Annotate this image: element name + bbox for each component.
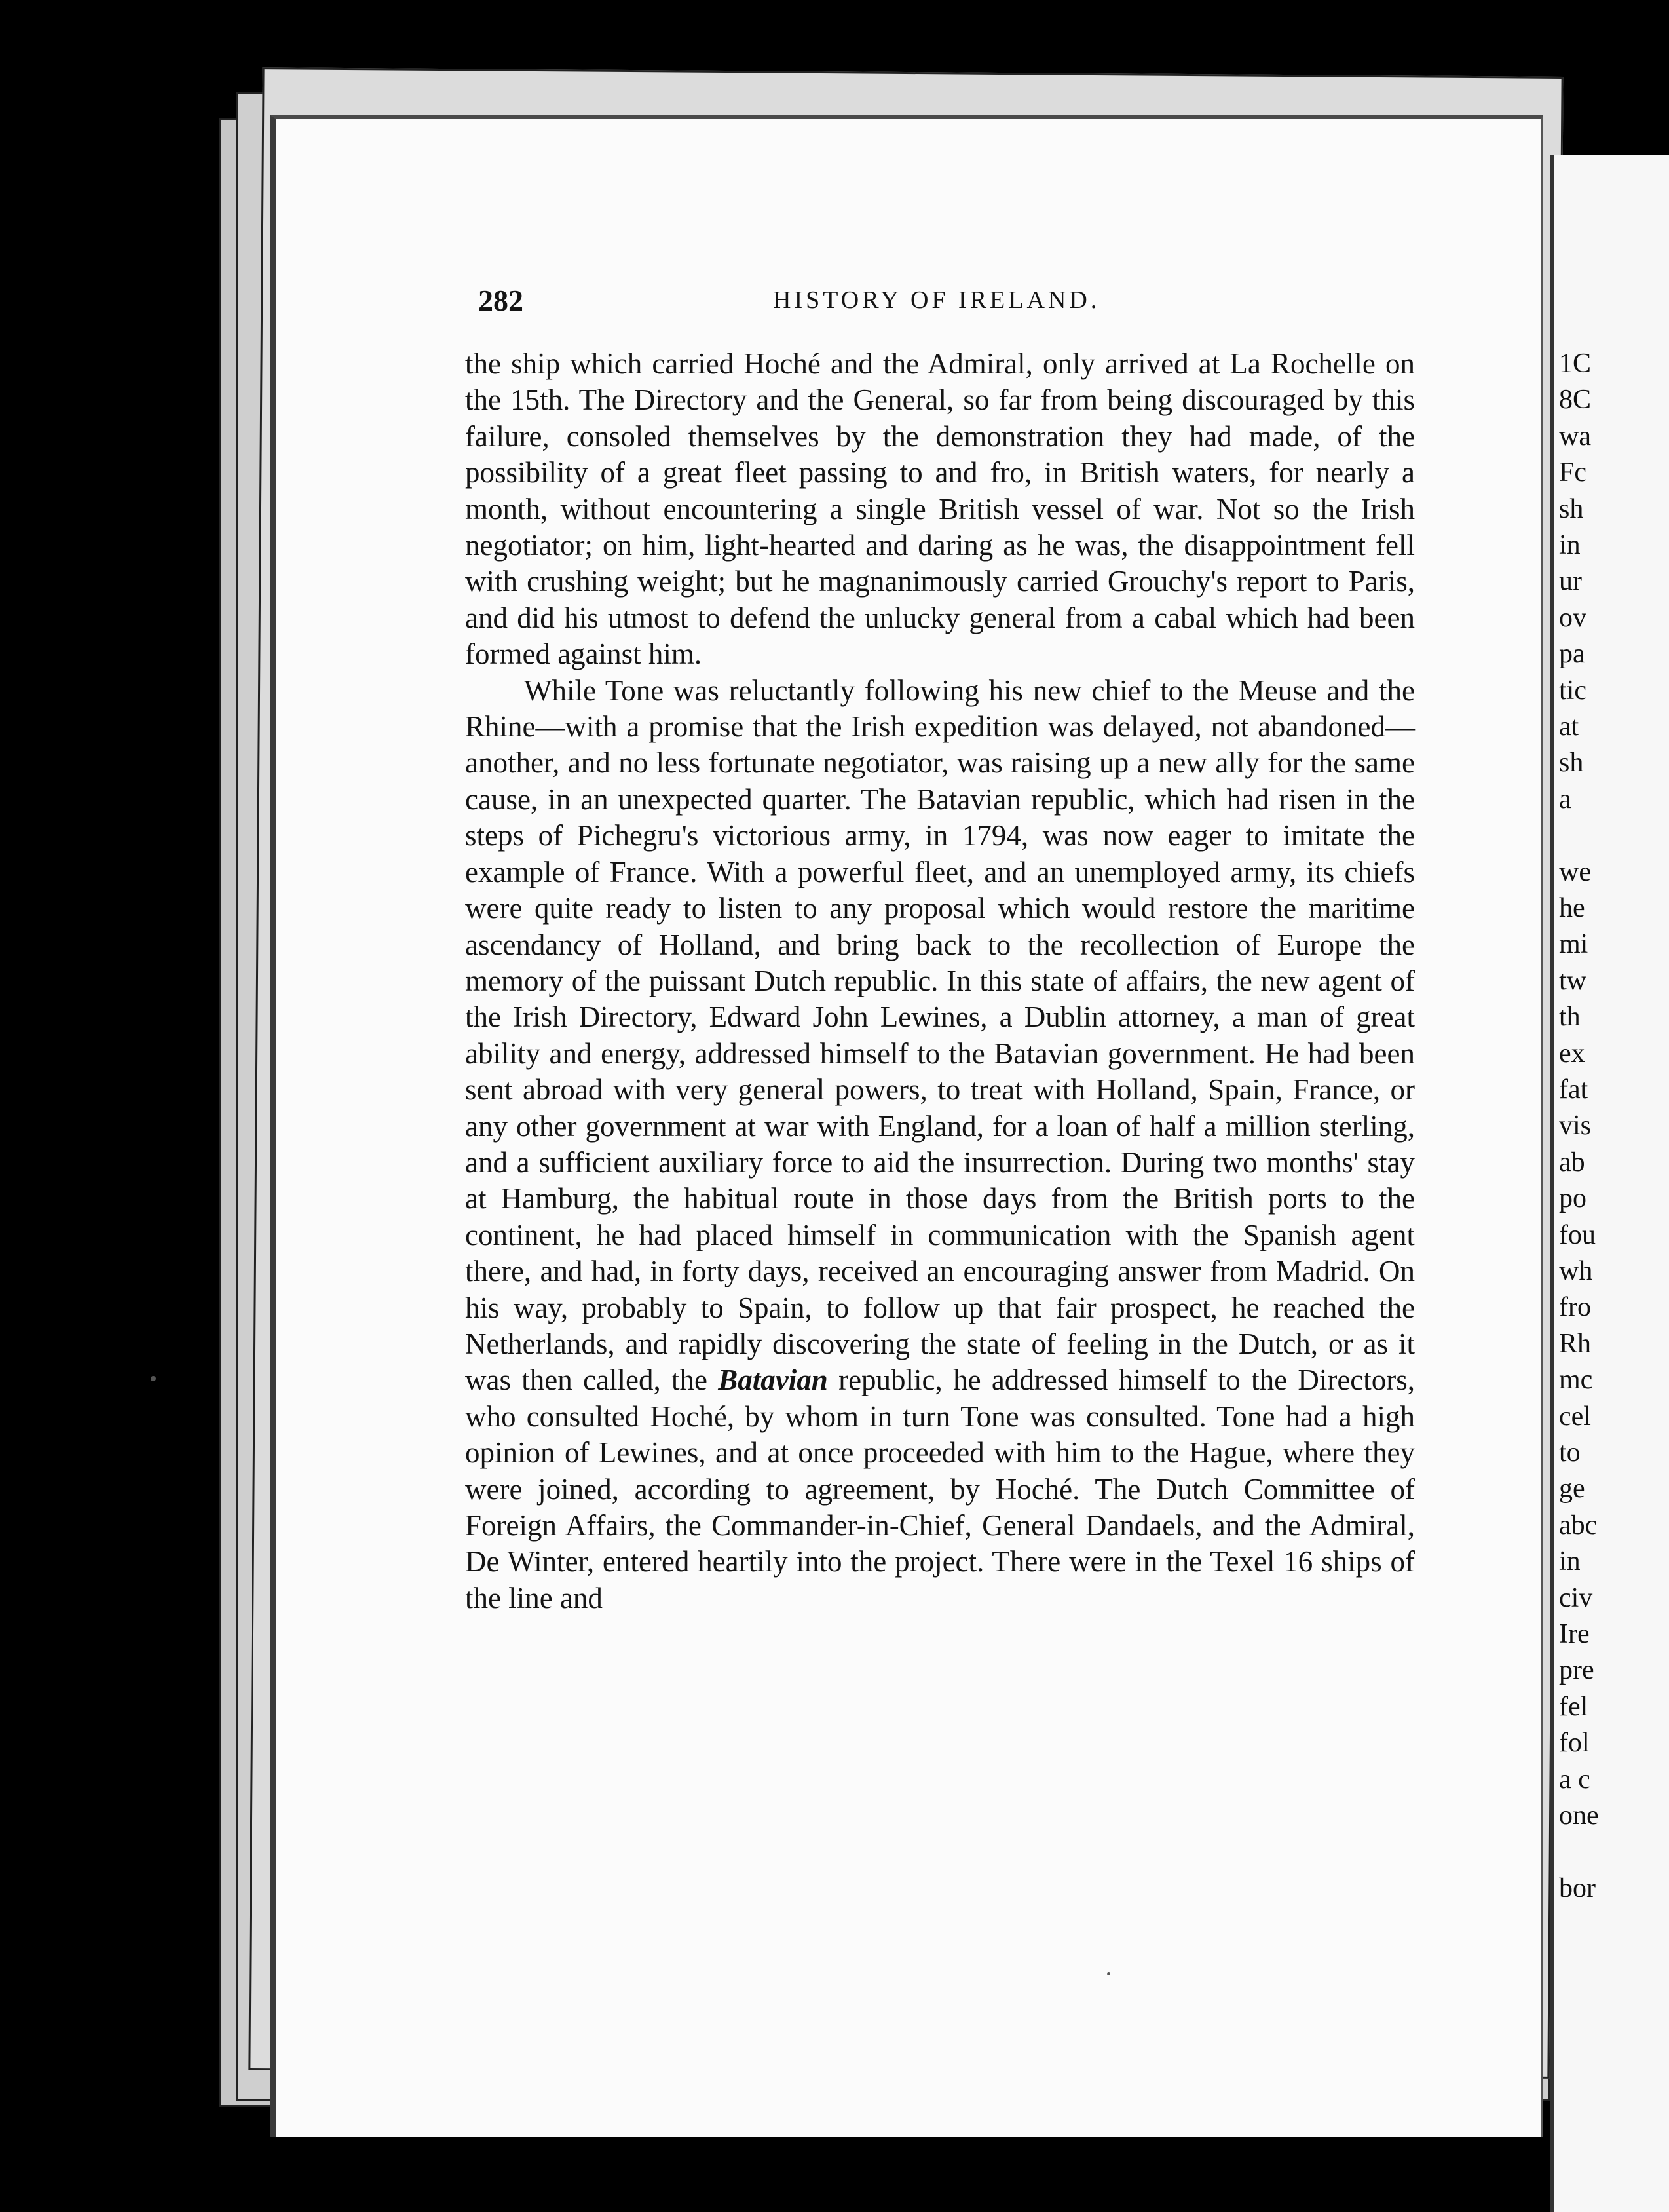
adjacent-page-fragment: in <box>1559 1546 1581 1577</box>
adjacent-page-fragment: Fc <box>1559 457 1586 488</box>
adjacent-page-fragment: pa <box>1559 639 1585 670</box>
adjacent-page-fragment: sh <box>1559 493 1584 524</box>
adjacent-page-fragment: fol <box>1559 1728 1590 1759</box>
adjacent-page-fragment: pre <box>1559 1655 1594 1686</box>
adjacent-page-fragment: ur <box>1559 566 1582 597</box>
adjacent-page-fragment: vis <box>1559 1111 1592 1141</box>
adjacent-page-fragment: Ire <box>1559 1619 1590 1649</box>
adjacent-page-fragment: 8C <box>1559 385 1592 415</box>
adjacent-page-fragment: sh <box>1559 748 1584 778</box>
adjacent-page-fragment: th <box>1559 1002 1581 1033</box>
italic-term: Batavian <box>718 1363 828 1397</box>
adjacent-page-fragment: 1C <box>1559 349 1592 379</box>
body-text <box>465 346 1415 1616</box>
adjacent-page-fragment: wa <box>1559 421 1591 451</box>
adjacent-page-fragment: ex <box>1559 1038 1585 1069</box>
adjacent-page-fragment: wh <box>1559 1256 1593 1286</box>
adjacent-page-fragment: po <box>1559 1183 1586 1214</box>
adjacent-page-fragment: ov <box>1559 602 1586 633</box>
adjacent-page-fragment: we <box>1559 856 1591 887</box>
adjacent-page-fragment: fat <box>1559 1075 1588 1105</box>
scan-speck <box>151 1376 156 1381</box>
adjacent-page-fragment: to <box>1559 1438 1581 1468</box>
adjacent-page-fragment: fel <box>1559 1691 1588 1722</box>
adjacent-page-fragment: mi <box>1559 929 1588 960</box>
adjacent-page-fragment: tic <box>1559 675 1586 706</box>
adjacent-page-fragment: one <box>1559 1801 1599 1831</box>
paragraph: the ship which carried Hoché and the Admiral, only arrived at La Rochelle on the 15th. The Directory and the General, so far from being discouraged by this failure, consoled themselves by the demonstration they had made, of the possibility of a great fleet passing to and fro, in British waters, for nearly a month, without encountering a single British vessel of war. Not so the Irish negotiator; on him, light-hearted and daring as he was, the disappointment fell with crushing weight; but he magnanimously carried Grouchy's report to Paris, and did his utmost to defend the unlucky general from a cabal which had been formed against him. <box>465 347 1415 671</box>
adjacent-page-fragment: bor <box>1559 1873 1596 1903</box>
adjacent-page-fragment: mc <box>1559 1365 1593 1396</box>
page-header <box>478 283 1408 322</box>
adjacent-page-fragment: a c <box>1559 1764 1590 1795</box>
adjacent-page-fragment: fou <box>1559 1219 1596 1250</box>
paragraph-text: republic, he addressed himself to the Directors, who consulted Hoché, by whom in turn Tone was consulted. Tone had a high opinion of Lewines, and at once proceeded with him to the Hague, where they were joined, according to agreement, by Hoché. The Dutch Committee of Foreign Affairs, the Commander-in-Chief, General Dandaels, and the Admiral, De Winter, entered heartily into the project. There were in the Texel 16 ships of the line and <box>465 1363 1416 1614</box>
adjacent-page-fragment: in <box>1559 530 1581 560</box>
page-number: 282 <box>478 284 523 317</box>
adjacent-page-fragment: a <box>1559 784 1571 814</box>
adjacent-page-fragment: cel <box>1559 1401 1591 1432</box>
adjacent-page-fragment: ab <box>1559 1147 1585 1177</box>
paragraph-text: While Tone was reluctantly following his new chief to the Meuse and the Rhine—with a promise that the Irish expedition was delayed, not abandoned—another, and no less fortunate negotiator, was raising up a new ally for the same cause, in an unexpected quarter. The Batavian republic, which had risen in the steps of Pichegru's victorious army, in 1794, was now eager to imitate the example of France. With a powerful fleet, and an unemployed army, its chiefs were quite ready to listen to any proposal which would restore the maritime ascendancy of Holland, and bring back to the recollection of Europe the memory of the puissant Dutch republic. In this state of affairs, the new agent of the Irish Directory, Edward John Lewines, a Dublin attorney, a man of great ability and energy, addressed himself to the Batavian government. He had been sent abroad with very general powers, to treat with Holland, Spain, France, or any other government at war with England, for a loan of half a million sterling, and a sufficient auxiliary force to aid the insurrection. During two months' stay at Hamburg, the habitual route in those days from the British ports to the continent, he had placed himself in communication with the Spanish agent there, and had, in forty days, received an encouraging answer from Madrid. On his way, probably to Spain, to follow up that fair prospect, he reached the Netherlands, and rapidly discovering the state of feeling in the Dutch, or as it was then called, the <box>465 674 1415 1397</box>
adjacent-page-fragment: civ <box>1559 1582 1593 1613</box>
paragraph <box>465 673 1415 1617</box>
adjacent-page-fragment: fro <box>1559 1292 1591 1323</box>
adjacent-page-fragment: ge <box>1559 1474 1585 1504</box>
running-title: HISTORY OF IRELAND. <box>773 286 1100 314</box>
adjacent-page-fragment: abc <box>1559 1510 1598 1540</box>
adjacent-page-fragment: he <box>1559 893 1585 923</box>
adjacent-page-fragment: at <box>1559 712 1579 742</box>
scan-speck <box>1107 1972 1110 1975</box>
adjacent-page-fragment: Rh <box>1559 1328 1592 1359</box>
adjacent-page-fragment: tw <box>1559 965 1586 996</box>
